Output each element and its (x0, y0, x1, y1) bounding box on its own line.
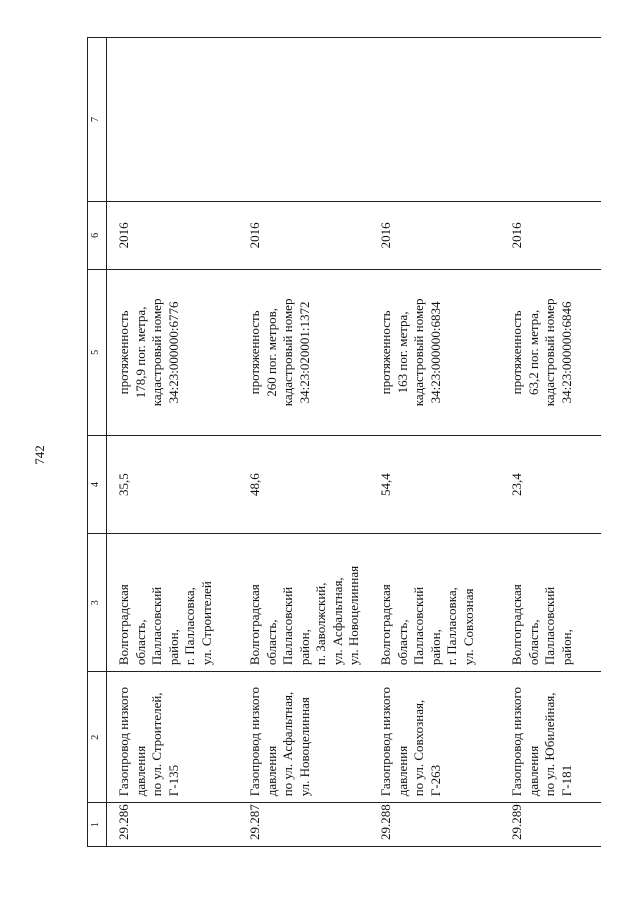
object-year: 2016 (369, 202, 500, 270)
object-value: 23,4 (500, 435, 601, 533)
header-col-4: 4 (88, 435, 107, 533)
table-row (107, 38, 239, 847)
object-address: Волгоградская область, Палласовский район, г. Палласовка, ул. Совхозная (369, 534, 500, 672)
object-name: Газопровод низкого давления по ул. Совхозная, Г-263 (369, 672, 500, 803)
header-col-5: 5 (88, 269, 107, 435)
object-value: 54,4 (369, 435, 500, 533)
table-row (369, 38, 500, 847)
object-note (238, 38, 369, 202)
object-year: 2016 (107, 202, 239, 270)
object-note (500, 38, 601, 202)
object-address: Волгоградская область, Палласовский район, п. Заволжский, ул. Асфальтная, ул. Новоцелинная (238, 534, 369, 672)
object-name: Газопровод низкого давления по ул. Юбилейная, Г-181 (500, 672, 601, 803)
object-characteristics: протяженность 178,9 пог. метра, кадастровый номер 34:23:000000:6776 (107, 269, 239, 435)
header-col-3: 3 (88, 534, 107, 672)
header-col-2: 2 (88, 672, 107, 803)
page-number: 742 (32, 445, 47, 465)
object-address: Волгоградская область, Палласовский район, г. Палласовка, ул. Строителей (107, 534, 239, 672)
object-characteristics: протяженность 63,2 пог. метра, кадастровый номер 34:23:000000:6846 (500, 269, 601, 435)
header-col-7: 7 (88, 38, 107, 202)
row-number: 29.287 (238, 803, 369, 847)
table-row (500, 38, 601, 847)
header-col-6: 6 (88, 202, 107, 270)
object-year: 2016 (238, 202, 369, 270)
header-col-1: 1 (88, 803, 107, 847)
row-number: 29.286 (107, 803, 239, 847)
object-note (107, 38, 239, 202)
column-number-header (88, 38, 107, 847)
object-value: 35,5 (107, 435, 239, 533)
object-characteristics: протяженность 260 пог. метров, кадастровый номер 34:23:020001:1372 (238, 269, 369, 435)
table-row (238, 38, 369, 847)
object-year: 2016 (500, 202, 601, 270)
object-name: Газопровод низкого давления по ул. Асфальтная, ул. Новоцелинная (238, 672, 369, 803)
object-characteristics: протяженность 163 пог. метра, кадастровый номер 34:23:000000:6834 (369, 269, 500, 435)
row-number: 29.289 (500, 803, 601, 847)
object-value: 48,6 (238, 435, 369, 533)
object-name: Газопровод низкого давления по ул. Строителей, Г-135 (107, 672, 239, 803)
row-number: 29.288 (369, 803, 500, 847)
property-register-table (87, 37, 601, 847)
object-address: Волгоградская область, Палласовский район, (500, 534, 601, 672)
object-note (369, 38, 500, 202)
